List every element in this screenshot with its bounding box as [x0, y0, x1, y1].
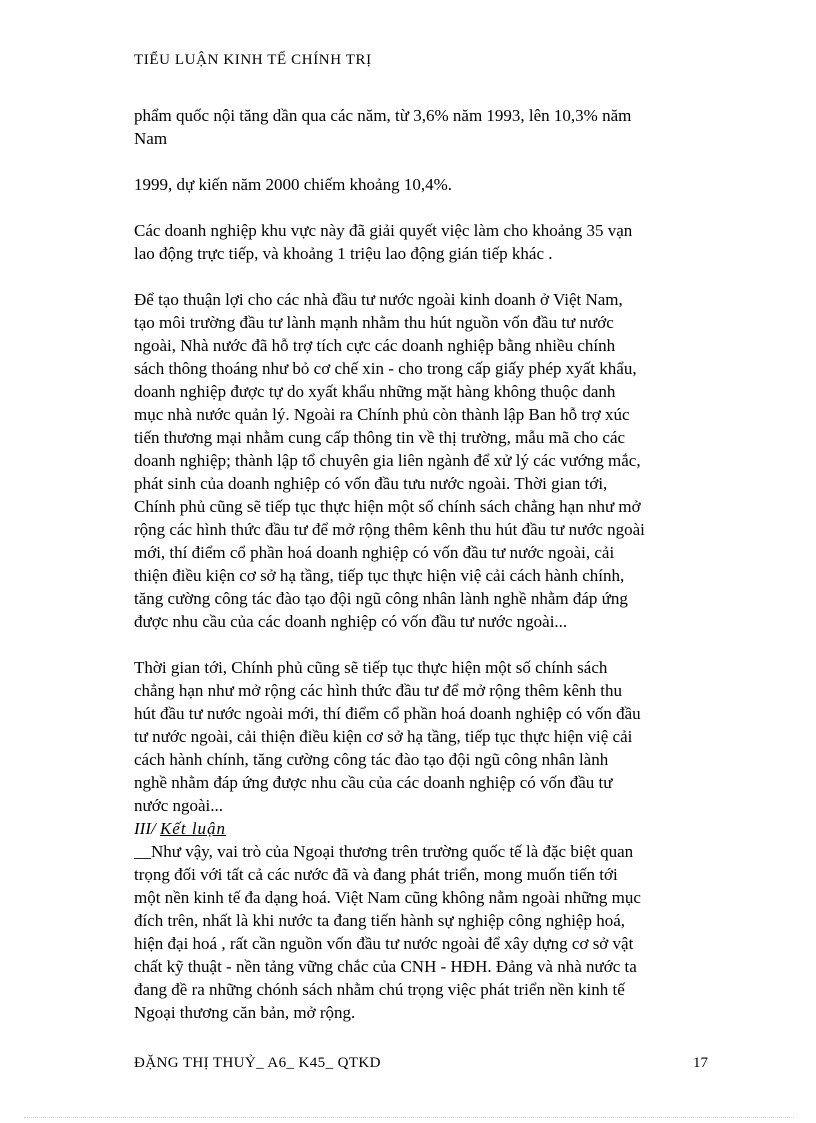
text-line: phát sinh của doanh nghiệp có vốn đầu tưu nước ngoài. Thời gian tới, [134, 474, 608, 493]
paragraph-1 [134, 104, 714, 150]
text-line: Chính phủ cũng sẽ tiếp tục thực hiện một số chính sách chẳng hạn như mở [134, 497, 641, 516]
text-line: Thời gian tới, Chính phủ cũng sẽ tiếp tục thực hiện một số chính sách [134, 658, 608, 677]
text-line: Các doanh nghiệp khu vực này đã giải quyết việc làm cho khoảng 35 vạn [134, 221, 633, 240]
text-line: nghề nhằm đáp ứng được nhu cầu của các doanh nghiệp có vốn đầu tư [134, 773, 613, 792]
text-line: hiện đại hoá , rất cần nguồn vốn đầu tư nước ngoài để xây dựng cơ sở vật [134, 934, 634, 953]
text-line: tạo môi trường đầu tư lành mạnh nhằm thu hút nguồn vốn đầu tư nước [134, 313, 614, 332]
text-line: một nền kinh tế đa dạng hoá. Việt Nam cũng không nằm ngoài những mục [134, 888, 641, 907]
text-line: thiện điều kiện cơ sở hạ tầng, tiếp tục thực hiện việ cải cách hành chính, [134, 566, 625, 585]
page-header: TIỂU LUẬN KINH TẾ CHÍNH TRỊ [134, 52, 372, 68]
text-line: hút đầu tư nước ngoài mới, thí điểm cổ phần hoá doanh nghiệp có vốn đầu [134, 704, 641, 723]
paragraph-2 [134, 173, 714, 196]
text-line: được nhu cầu của các doanh nghiệp có vốn đầu tư nước ngoài... [134, 612, 568, 631]
paragraph-5 [134, 656, 714, 817]
text-line: lao động trực tiếp, và khoảng 1 triệu lao động gián tiếp khác . [134, 244, 553, 263]
text-line: tiến thương mại nhằm cung cấp thông tin về thị trường, mẫu mã cho các [134, 428, 626, 447]
page-bottom-divider [24, 1117, 794, 1118]
text-line: 1999, dự kiến năm 2000 chiếm khoảng 10,4%. [134, 175, 452, 194]
section-title: Kết luận [159, 819, 227, 838]
text-line: chẳng hạn như mở rộng các hình thức đầu tư để mở rộng thêm kênh thu [134, 681, 622, 700]
text-line: cách hành chính, tăng cường công tác đào tạo đội ngũ công nhân lành [134, 750, 609, 769]
section-number: III/ [134, 819, 160, 838]
text-line: mới, thí điểm cổ phần hoá doanh nghiệp có vốn đầu tư nước ngoài, cải [134, 543, 615, 562]
page-number: 17 [693, 1055, 708, 1071]
text-line: Nam [134, 129, 168, 148]
paragraph-4 [134, 288, 714, 633]
text-line: sách thông thoáng như bỏ cơ chế xin - cho trong cấp giấy phép xyất khẩu, [134, 359, 637, 378]
text-line: doanh nghiệp được tự do xyất khẩu những mặt hàng không thuộc danh [134, 382, 616, 401]
text-line: đích trên, nhất là khi nước ta đang tiến hành sự nghiệp công nghiệp hoá, [134, 911, 626, 930]
text-line: mục nhà nước quản lý. Ngoài ra Chính phủ còn thành lập Ban hỗ trợ xúc [134, 405, 630, 424]
paragraph-3 [134, 219, 714, 265]
text-line: ngoài, Nhà nước đã hỗ trợ tích cực các doanh nghiệp bằng nhiều chính [134, 336, 616, 355]
text-line: phẩm quốc nội tăng dần qua các năm, từ 3,6% năm 1993, lên 10,3% năm [134, 106, 632, 125]
text-line: đang đề ra những chónh sách nhằm chú trọng việc phát triển nền kinh tế [134, 980, 625, 999]
text-line: Ngoại thương căn bản, mở rộng. [134, 1003, 356, 1022]
paragraph-6 [134, 840, 714, 1024]
text-line: rộng các hình thức đầu tư để mở rộng thêm kênh thu hút đầu tư nước ngoài [134, 520, 645, 539]
text-line: doanh nghiệp; thành lập tổ chuyên gia liên ngành để xử lý các vướng mắc, [134, 451, 641, 470]
text-line: chất kỹ thuật - nền tảng vững chắc của CNH - HĐH. Đảng và nhà nước ta [134, 957, 637, 976]
text-line: tư nước ngoài, cải thiện điều kiện cơ sở hạ tầng, tiếp tục thực hiện việ cải [134, 727, 633, 746]
text-line: __Như vậy, vai trò của Ngoại thương trên trường quốc tế là đặc biệt quan [134, 842, 634, 861]
text-line: nước ngoài... [134, 796, 224, 815]
text-line: trọng đối với tất cả các nước đã và đang phát triển, mong muốn tiến tới [134, 865, 618, 884]
text-line: Để tạo thuận lợi cho các nhà đầu tư nước ngoài kinh doanh ở Việt Nam, [134, 290, 623, 309]
section-heading [134, 817, 714, 840]
text-line: tăng cường công tác đào tạo đội ngũ công nhân lành nghề nhằm đáp ứng [134, 589, 628, 608]
document-body [134, 104, 714, 1024]
footer-author: ĐẶNG THỊ THUỶ_ A6_ K45_ QTKD [134, 1055, 381, 1071]
